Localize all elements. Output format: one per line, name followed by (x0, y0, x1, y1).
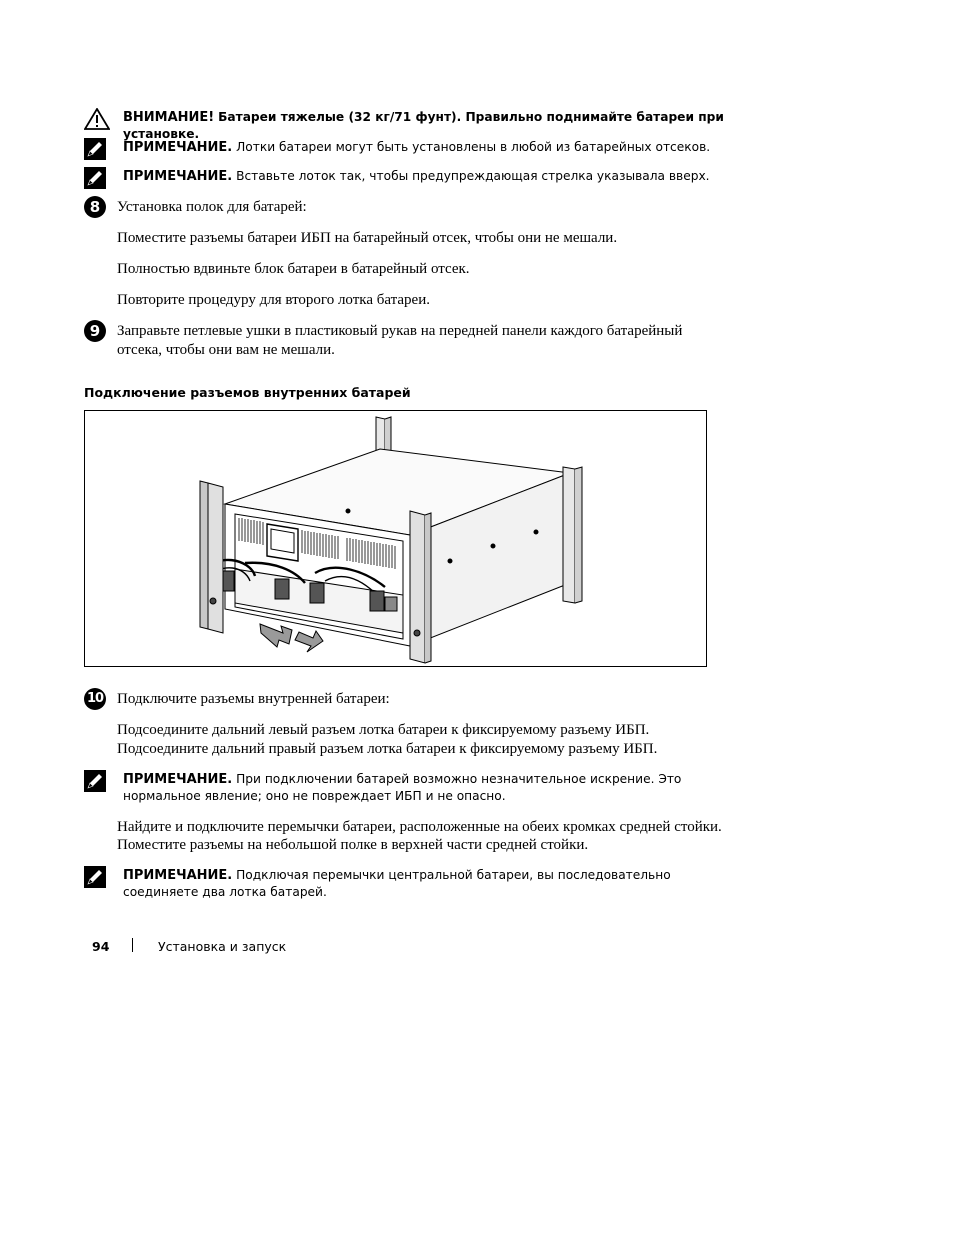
note-label: ПРИМЕЧАНИЕ. (123, 140, 233, 155)
note-label: ПРИМЕЧАНИЕ. (123, 772, 233, 787)
step-8-para-1: Поместите разъемы батареи ИБП на батарейный отсек, чтобы они не мешали. (117, 230, 618, 246)
step-10-para-2b: Поместите разъемы на небольшой полке в верхней части средней стойки. (117, 837, 589, 853)
step-10-para-1b: Подсоедините дальний правый разъем лотка батареи к фиксируемому разъему ИБП. (117, 741, 658, 757)
note-pencil-icon (84, 167, 110, 189)
warning-label: ВНИМАНИЕ! (123, 110, 215, 125)
note-label: ПРИМЕЧАНИЕ. (123, 868, 233, 883)
note-text: Вставьте лоток так, чтобы предупреждающая стрелка указывала вверх. (236, 169, 710, 183)
footer-divider (132, 938, 133, 952)
step-8-text: Установка полок для батарей: (117, 199, 307, 215)
note-pencil-icon (84, 770, 110, 792)
step-number-9: 9 (84, 320, 106, 342)
page-number: 94 (92, 939, 110, 954)
step-10-para-1a: Подсоедините дальний левый разъем лотка батареи к фиксируемому разъему ИБП. (117, 722, 650, 738)
footer-section-title: Установка и запуск (158, 939, 287, 954)
section-heading: Подключение разъемов внутренних батарей (84, 385, 411, 400)
note-text: Лотки батареи могут быть установлены в любой из батарейных отсеков. (236, 140, 711, 154)
step-8-para-3: Повторите процедуру для второго лотка батареи. (117, 292, 430, 308)
note-pencil-icon (84, 866, 110, 888)
step-number-10: 10 (84, 688, 106, 710)
warning-text: Батареи тяжелые (32 кг/71 фунт). Правильно поднимайте батареи при установке. (123, 110, 724, 141)
step-9-text: Заправьте петлевые ушки в пластиковый рукав на передней панели каждого батарейный отсека, чтобы они вам не мешали. (117, 323, 683, 358)
step-10-text: Подключите разъемы внутренней батареи: (117, 691, 390, 707)
step-8-para-2: Полностью вдвиньте блок батареи в батарейный отсек. (117, 261, 470, 277)
warning-triangle-icon (84, 108, 110, 130)
note-text: Подключая перемычки центральной батареи, вы последовательно соединяете два лотка батарей. (123, 868, 671, 899)
ups-rack-illustration (85, 411, 708, 668)
step-10-para-2a: Найдите и подключите перемычки батареи, расположенные на обеих кромках средней стойки. (117, 819, 722, 835)
note-text: При подключении батарей возможно незначительное искрение. Это нормальное явление; оно не повреждает ИБП и не опасно. (123, 772, 682, 803)
note-label: ПРИМЕЧАНИЕ. (123, 169, 233, 184)
note-pencil-icon (84, 138, 110, 160)
figure-battery-connection (84, 410, 707, 667)
step-number-8: 8 (84, 196, 106, 218)
